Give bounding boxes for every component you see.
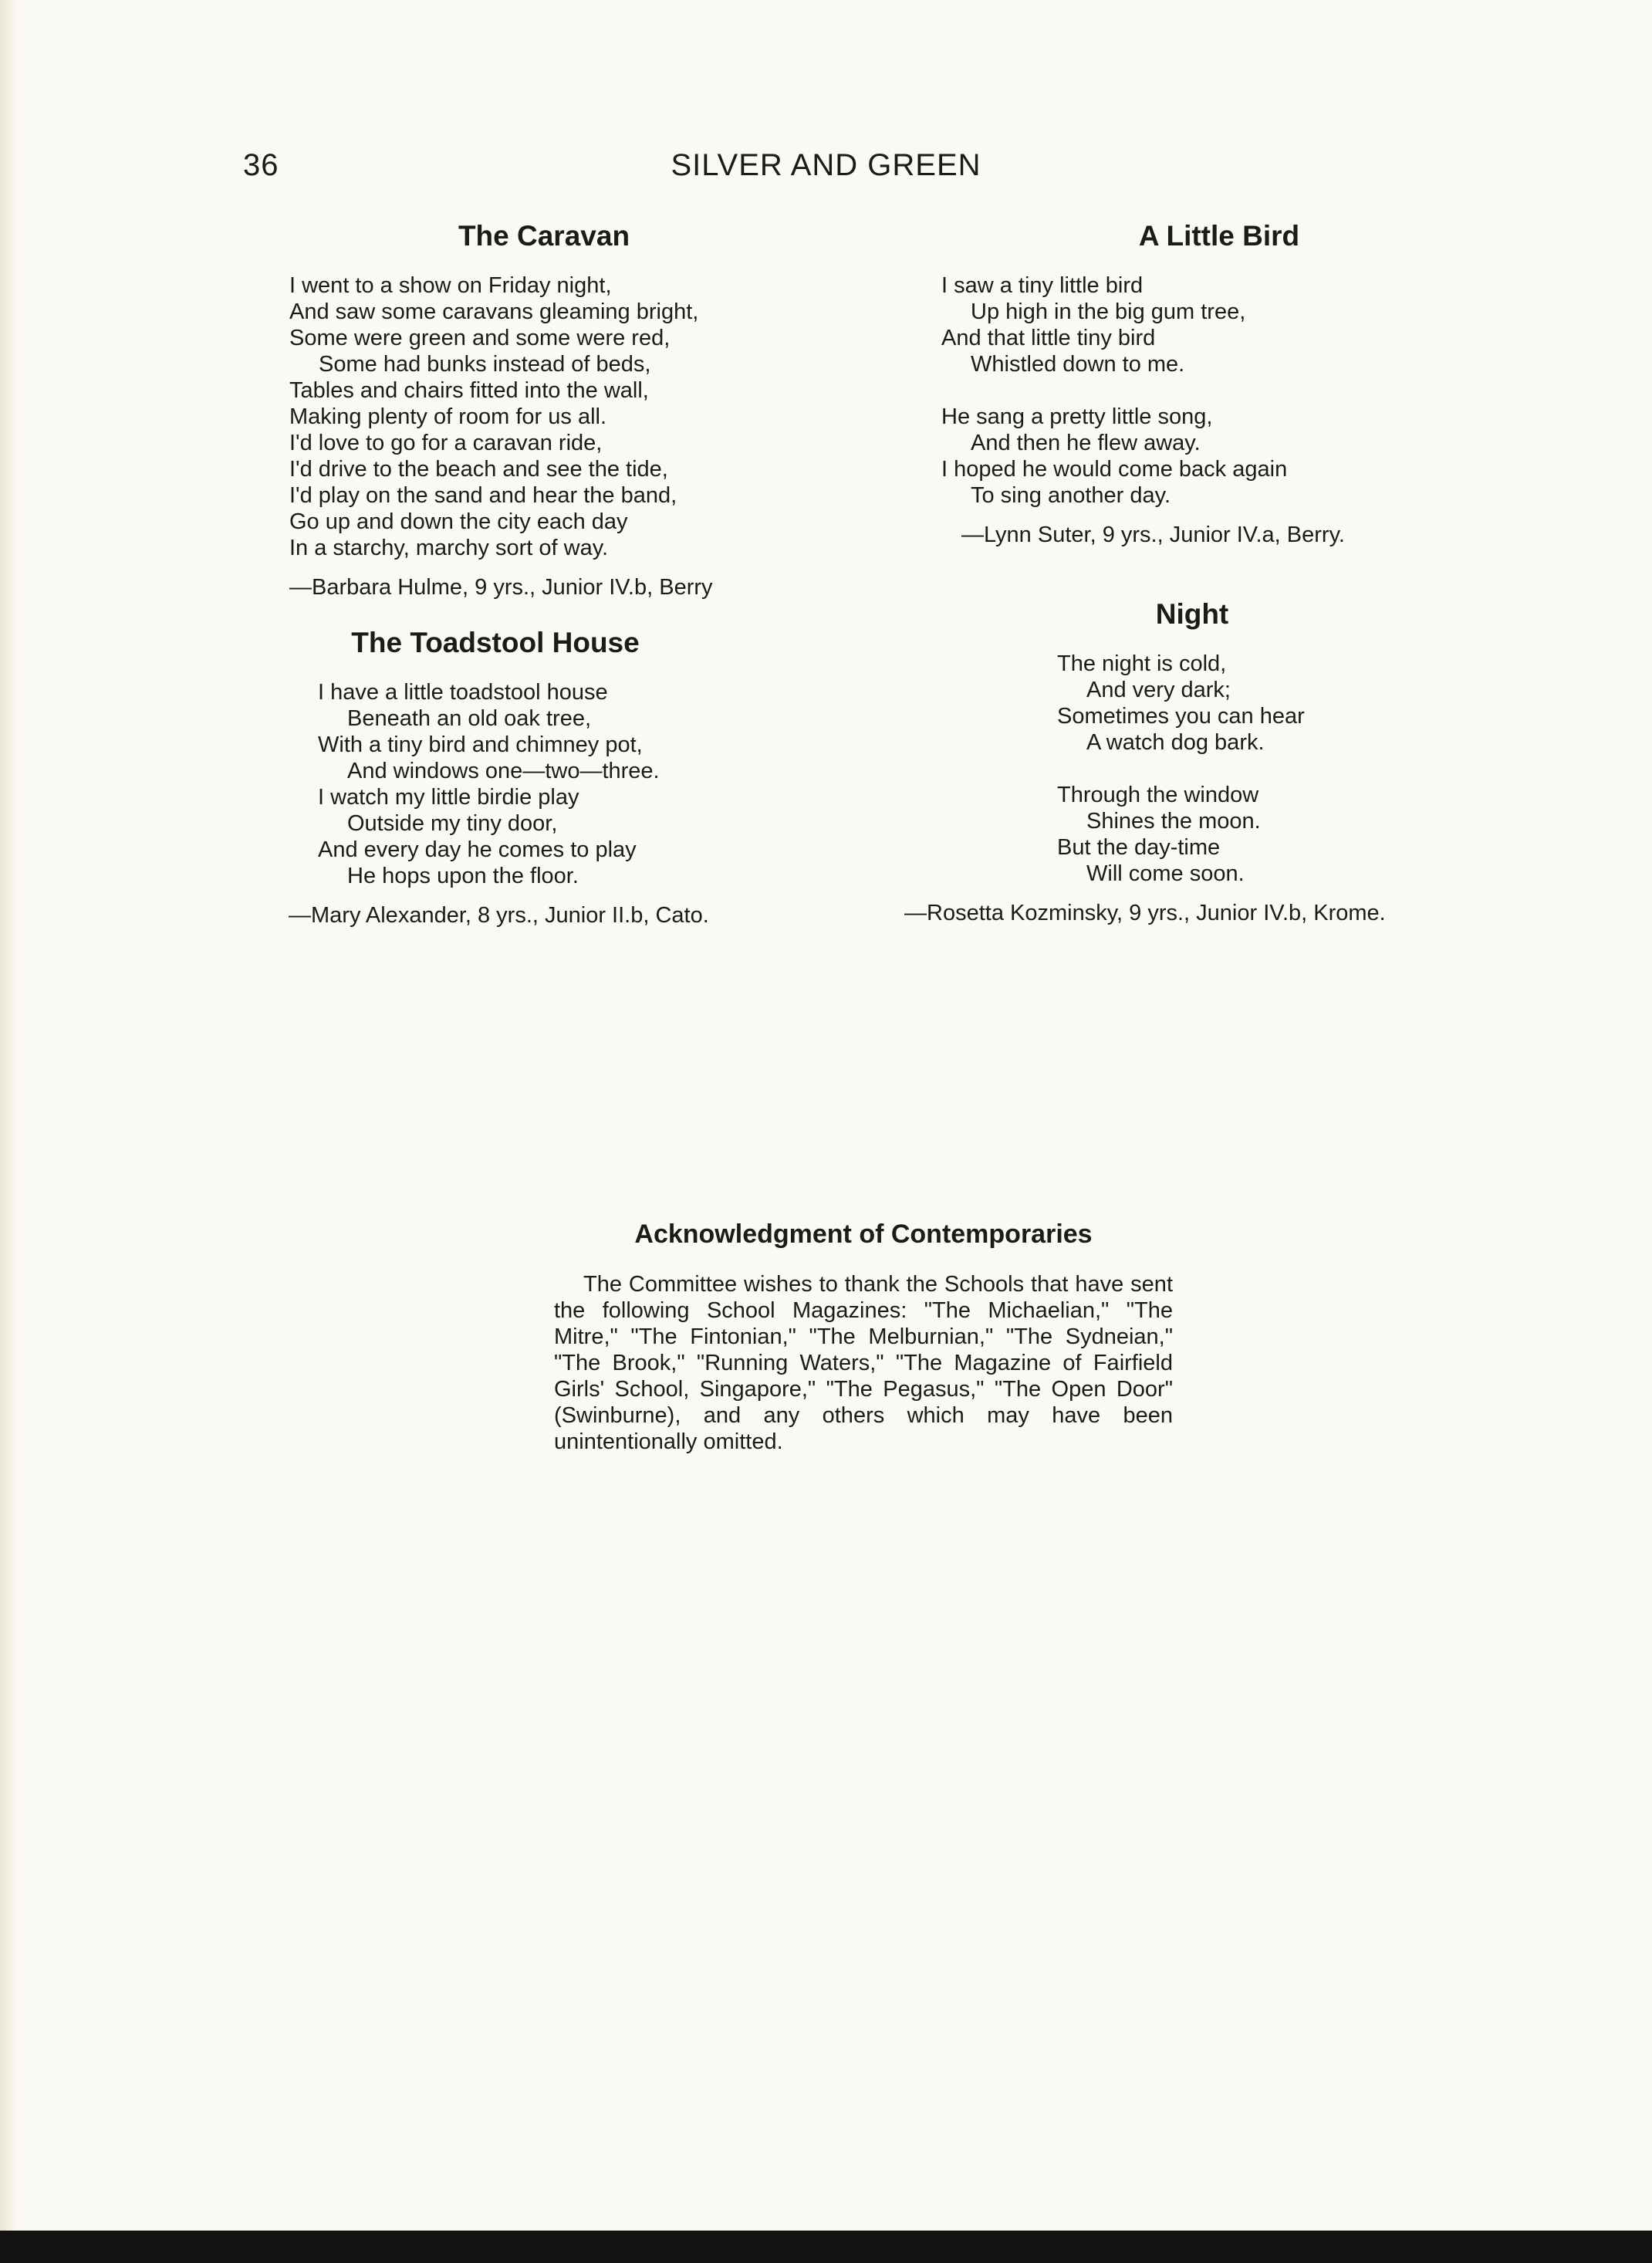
poem-line: I'd drive to the beach and see the tide, (289, 457, 668, 482)
poem-line: Up high in the big gum tree, (971, 299, 1246, 324)
poem-line: Shines the moon. (1086, 809, 1261, 834)
poem-night (904, 598, 1489, 926)
poem-line: And saw some caravans gleaming bright, (289, 299, 699, 324)
poem-lines (318, 679, 843, 889)
poem-lines (941, 272, 1497, 509)
poem-title: The Toadstool House (351, 627, 640, 658)
poem-line: To sing another day. (971, 483, 1171, 508)
poem-lines (1057, 651, 1489, 887)
running-title: SILVER AND GREEN (671, 148, 981, 182)
stanza-break (941, 377, 1497, 404)
poem-line: I hoped he would come back again (941, 457, 1288, 482)
poem-line: I'd love to go for a caravan ride, (289, 431, 603, 455)
poem-credit: —Mary Alexander, 8 yrs., Junior II.b, Cato. (289, 903, 709, 928)
poem-line: And that little tiny bird (941, 326, 1156, 350)
poem-title: The Caravan (458, 220, 630, 252)
poem-line: He sang a pretty little song, (941, 404, 1213, 429)
poem-line: A watch dog bark. (1086, 730, 1265, 755)
poem-line: He hops upon the floor. (347, 864, 579, 888)
page-number: 36 (243, 148, 279, 182)
poem-line: Outside my tiny door, (347, 811, 558, 836)
poem-line: Beneath an old oak tree, (347, 706, 592, 731)
stanza-break (1057, 756, 1489, 782)
poem-credit: —Rosetta Kozminsky, 9 yrs., Junior IV.b, Krome. (904, 901, 1386, 925)
acknowledgment-section (554, 1219, 1173, 1455)
poem-line: Through the window (1057, 783, 1259, 807)
poem-title: Night (1155, 598, 1229, 630)
poem-title: A Little Bird (1138, 220, 1300, 252)
poem-line: Some had bunks instead of beds, (319, 352, 651, 377)
poem-line: In a starchy, marchy sort of way. (289, 536, 609, 560)
poem-line: And every day he comes to play (318, 837, 637, 862)
poem-line: I'd play on the sand and hear the band, (289, 483, 677, 508)
poem-line: Tables and chairs fitted into the wall, (289, 378, 649, 403)
poem-line: I have a little toadstool house (318, 680, 608, 705)
poem-line: Sometimes you can hear (1057, 704, 1305, 729)
acknowledgment-title: Acknowledgment of Contemporaries (634, 1219, 1093, 1249)
poem-line: Some were green and some were red, (289, 326, 671, 350)
poem-line: And windows one—two—three. (347, 759, 660, 783)
poem-line: I saw a tiny little bird (941, 273, 1144, 298)
poem-line: I went to a show on Friday night, (289, 273, 612, 298)
poem-line: Go up and down the city each day (289, 509, 628, 534)
scan-bottom-edge (0, 2231, 1652, 2263)
poem-line: The night is cold, (1057, 651, 1227, 676)
poem-the-toadstool-house (289, 627, 843, 929)
page-edge-shadow (0, 0, 19, 2231)
poem-lines (289, 272, 799, 561)
page-header (0, 148, 1652, 195)
poem-line: Making plenty of room for us all. (289, 404, 607, 429)
poem-the-caravan (289, 220, 799, 600)
acknowledgment-body: The Committee wishes to thank the Schools that have sent the following School Magazines: "The Michaelian," "The Mitre," "The Fintonian," "The Melburnian," "The Sydneian," "The Brook," "Running Waters," "The Magazine of Fairfield Girls' School, Singapore," "The Pegasus," "The Open Door" (Swinburne), and any others which may have been unintentionally omitted. (554, 1272, 1173, 1454)
poem-line: Will come soon. (1086, 861, 1245, 886)
poem-line: With a tiny bird and chimney pot, (318, 732, 643, 757)
poem-credit: —Lynn Suter, 9 yrs., Junior IV.a, Berry. (961, 523, 1345, 547)
poem-a-little-bird (941, 220, 1497, 548)
poem-line: And very dark; (1086, 678, 1231, 702)
poem-line: But the day-time (1057, 835, 1221, 860)
poem-line: And then he flew away. (971, 431, 1201, 455)
poem-line: Whistled down to me. (971, 352, 1185, 377)
poem-credit: —Barbara Hulme, 9 yrs., Junior IV.b, Berry (289, 575, 713, 600)
poem-line: I watch my little birdie play (318, 785, 579, 810)
